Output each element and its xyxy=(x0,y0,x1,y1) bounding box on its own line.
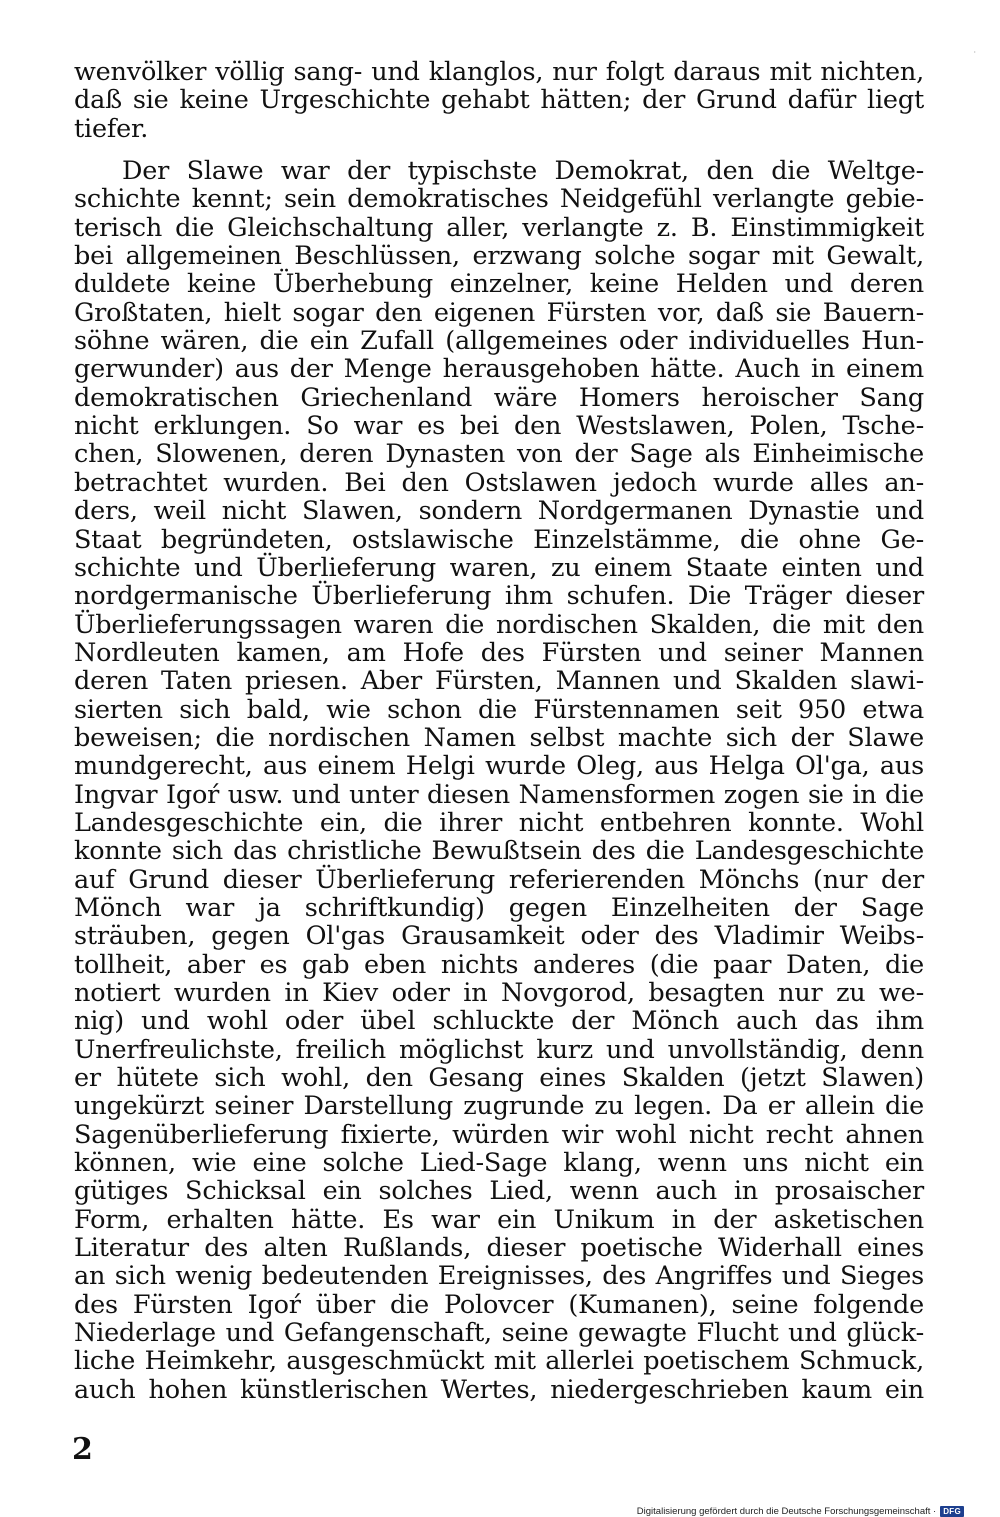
body-text xyxy=(74,58,924,1404)
text-line: Literatur des alten Rußlands, dieser poetische Widerhall eines xyxy=(74,1233,924,1264)
text-line: Nordleuten kamen, am Hofe des Fürsten und seiner Mannen xyxy=(74,637,924,668)
text-line: er hütete sich wohl, den Gesang eines Skalden (jetzt Slawen) xyxy=(74,1063,924,1094)
text-line: des Fürsten Igoŕ über die Polovcer (Kumanen), seine folgende xyxy=(74,1289,924,1320)
text-line: Landesgeschichte ein, die ihrer nicht entbehren konnte. Wohl xyxy=(74,807,924,838)
text-line: sträuben, gegen Ol'gas Grausamkeit oder des Vladimir Weibs- xyxy=(74,921,924,952)
text-line: chen, Slowenen, deren Dynasten von der Sage als Einheimische xyxy=(74,439,924,470)
text-line: mundgerecht, aus einem Helgi wurde Oleg, aus Helga Ol'ga, aus xyxy=(74,751,924,782)
text-line: Niederlage und Gefangenschaft, seine gewagte Flucht und glück- xyxy=(74,1318,924,1349)
text-line: Ingvar Igoŕ usw. und unter diesen Namensformen zogen sie in die xyxy=(74,779,924,810)
text-line: wenvölker völlig sang- und klanglos, nur folgt daraus mit nichten, xyxy=(74,57,924,87)
text-line: beweisen; die nordischen Namen selbst machte sich der Slawe xyxy=(74,722,924,753)
text-line: auf Grund dieser Überlieferung referierenden Mönchs (nur der xyxy=(74,864,924,895)
text-line: tollheit, aber es gab eben nichts anderes (die paar Daten, die xyxy=(74,949,924,980)
text-line: liche Heimkehr, ausgeschmückt mit allerlei poetischem Schmuck, xyxy=(74,1346,924,1377)
text-line: konnte sich das christliche Bewußtsein des die Landesgeschichte xyxy=(74,836,924,867)
text-line: söhne wären, die ein Zufall (allgemeines oder individuelles Hun- xyxy=(74,326,924,357)
dfg-logo: DFG xyxy=(940,1506,964,1517)
text-line: betrachtet wurden. Bei den Ostslawen jedoch wurde alles an- xyxy=(74,467,924,498)
text-line: gütiges Schicksal ein solches Lied, wenn auch in prosaischer xyxy=(74,1176,924,1207)
text-line: sierten sich bald, wie schon die Fürstennamen seit 950 etwa xyxy=(74,694,924,725)
text-line: Mönch war ja schriftkundig) gegen Einzelheiten der Sage xyxy=(74,892,924,923)
text-line: notiert wurden in Kiev oder in Novgorod, besagten nur zu we- xyxy=(74,978,924,1008)
text-line: Form, erhalten hätte. Es war ein Unikum in der asketischen xyxy=(74,1204,924,1235)
text-line: an sich wenig bedeutenden Ereignisses, des Angriffes und Sieges xyxy=(74,1261,924,1292)
text-line: demokratischen Griechenland wäre Homers heroischer Sang xyxy=(74,382,924,413)
text-line: Staat begründeten, ostslawische Einzelstämme, die ohne Ge- xyxy=(74,524,924,555)
footer-text: Digitalisierung gefördert durch die Deutsche Forschungsgemeinschaft · xyxy=(636,1506,937,1517)
text-line: duldete keine Überhebung einzelner, keine Helden und deren xyxy=(74,269,924,300)
corner-mark: · xyxy=(973,48,976,57)
text-line: deren Taten priesen. Aber Fürsten, Mannen und Skalden slawi- xyxy=(74,666,924,697)
text-line: ungekürzt seiner Darstellung zugrunde zu legen. Da er allein die xyxy=(74,1091,924,1122)
text-line: Sagenüberlieferung fixierte, würden wir wohl nicht recht ahnen xyxy=(74,1119,924,1150)
text-line: terisch die Gleichschaltung aller, verlangte z. B. Einstimmigkeit xyxy=(74,212,924,243)
page-number: 2 xyxy=(72,1432,93,1467)
text-line: tiefer. xyxy=(74,113,149,144)
text-line: ders, weil nicht Slawen, sondern Nordgermanen Dynastie und xyxy=(74,496,924,527)
paragraph-gap xyxy=(74,143,924,157)
text-line: Der Slawe war der typischste Demokrat, den die Weltge- xyxy=(122,156,924,187)
text-line: schichte kennt; sein demokratisches Neidgefühl verlangte gebie- xyxy=(74,184,924,215)
text-line: können, wie eine solche Lied-Sage klang, wenn uns nicht ein xyxy=(74,1148,924,1179)
text-line: auch hohen künstlerischen Wertes, niedergeschrieben kaum ein xyxy=(74,1374,924,1405)
text-line: nig) und wohl oder übel schluckte der Mönch auch das ihm xyxy=(74,1006,924,1037)
text-line: Unerfreulichste, freilich möglichst kurz und unvollständig, denn xyxy=(74,1034,924,1065)
text-line: daß sie keine Urgeschichte gehabt hätten; der Grund dafür liegt xyxy=(74,85,924,116)
text-line: schichte und Überlieferung waren, zu einem Staate einten und xyxy=(74,552,924,583)
text-line: Großtaten, hielt sogar den eigenen Fürsten vor, daß sie Bauern- xyxy=(74,297,924,328)
text-line: gerwunder) aus der Menge herausgehoben hätte. Auch in einem xyxy=(74,354,924,385)
text-line: nordgermanische Überlieferung ihm schufen. Die Träger dieser xyxy=(74,581,924,612)
paragraph-1 xyxy=(74,58,924,143)
digitization-footer xyxy=(637,1506,964,1517)
paragraph-2 xyxy=(74,157,924,1404)
text-line: Überlieferungssagen waren die nordischen Skalden, die mit den xyxy=(74,609,924,640)
text-line: nicht erklungen. So war es bei den Westslawen, Polen, Tsche- xyxy=(74,411,924,442)
text-line: bei allgemeinen Beschlüssen, erzwang solche sogar mit Gewalt, xyxy=(74,241,924,272)
